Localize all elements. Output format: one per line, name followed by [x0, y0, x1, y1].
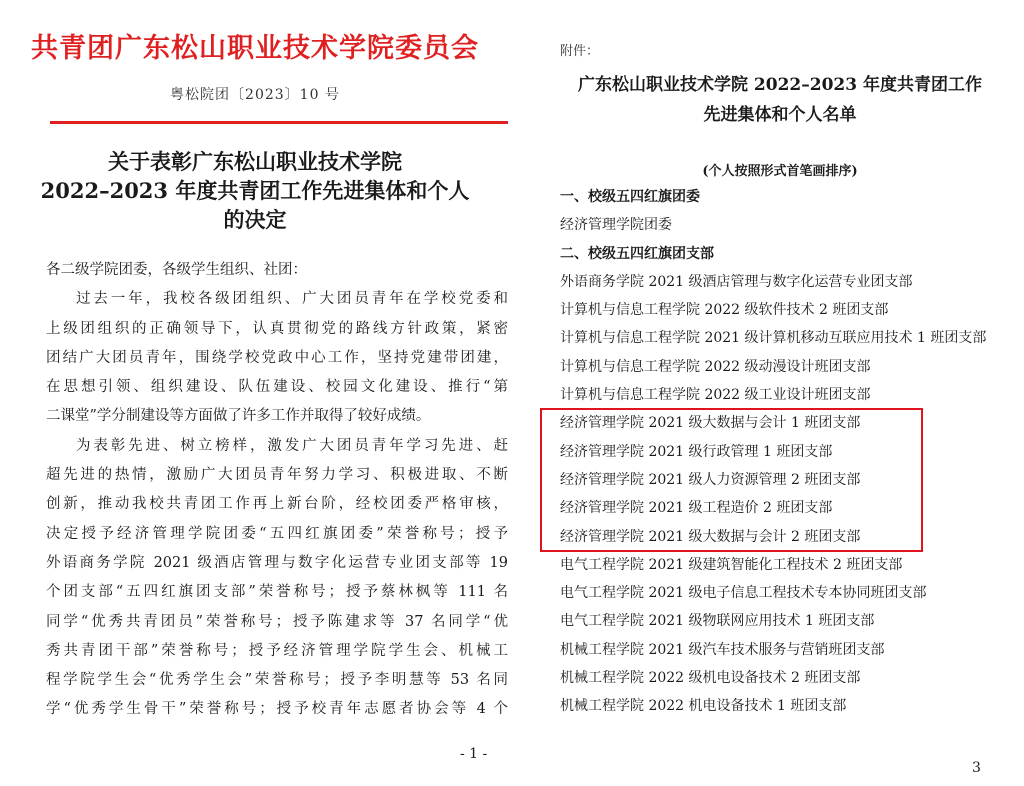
- list-item: 机械工程学院 2022 级机电设备技术 2 班团支部: [560, 670, 861, 687]
- body-line: 超先进的热情，激励广大团员青年努力学习、积极进取、不断: [46, 467, 508, 484]
- list-item: 外语商务学院 2021 级酒店管理与数字化运营专业团支部: [560, 273, 913, 290]
- list-item: 经济管理学院 2021 级大数据与会计 2 班团支部: [560, 528, 861, 545]
- list-item: 机械工程学院 2022 机电设备技术 1 班团支部: [560, 698, 847, 715]
- section-heading: 二、校级五四红旗团支部: [560, 245, 714, 262]
- red-divider: [50, 121, 508, 124]
- annex-label: 附件：: [560, 44, 600, 59]
- body-line: 决定授予经济管理学院团委“五四红旗团委”荣誉称号；授予: [46, 525, 508, 542]
- body-line: 在思想引领、组织建设、队伍建设、校园文化建设、推行“第: [46, 379, 508, 396]
- document-number: 粤松院团〔2023〕10 号: [170, 87, 340, 103]
- section-heading: 一、校级五四红旗团委: [560, 189, 700, 205]
- decision-title: [40, 147, 470, 234]
- right-annex-page: [540, 0, 1024, 786]
- body-line: 二课堂”学分制建设等方面做了许多工作并取得了较好成绩。: [46, 408, 431, 425]
- page-number: 3: [972, 760, 981, 776]
- annex-title-line: 先进集体和个人名单: [703, 105, 857, 125]
- body-line: 上级团组织的正确领导下，认真贯彻党的路线方针政策，紧密: [46, 320, 508, 337]
- red-highlight-box: [540, 408, 923, 552]
- body-line: 为表彰先进、树立榜样，激发广大团员青年学习先进、赶: [76, 437, 508, 454]
- body-line: 程学院学生会“优秀学生会”荣誉称号；授予李明慧等 53 名同: [46, 672, 508, 689]
- list-item: 机械工程学院 2021 级汽车技术服务与营销班团支部: [560, 641, 885, 658]
- annex-title: [550, 70, 1010, 130]
- list-item: 计算机与信息工程学院 2022 级工业设计班团支部: [560, 387, 871, 404]
- list-item: 电气工程学院 2021 级建筑智能化工程技术 2 班团支部: [560, 556, 903, 573]
- list-item: 经济管理学院 2021 级人力资源管理 2 班团支部: [560, 471, 861, 488]
- body-line: 创新，推动我校共青团工作再上新台阶，经校团委严格审核，: [46, 496, 508, 513]
- page-number: - 1 -: [460, 746, 488, 762]
- list-item: 计算机与信息工程学院 2022 级动漫设计班团支部: [560, 358, 871, 375]
- decision-title-line: 的决定: [223, 207, 287, 232]
- salutation: 各二级学院团委，各级学生组织、社团：: [46, 262, 307, 278]
- annex-title-line: 广东松山职业技术学院 2022–2023 年度共青团工作: [578, 75, 982, 95]
- sorting-note: (个人按照形式首笔画排序): [702, 164, 858, 179]
- decision-title-line: 关于表彰广东松山职业技术学院: [108, 149, 402, 174]
- body-line: 个团支部“五四红旗团支部”荣誉称号；授予蔡林枫等 111 名: [46, 584, 508, 601]
- decision-body: [46, 256, 508, 725]
- list-item: 电气工程学院 2021 级电子信息工程技术专本协同班团支部: [560, 585, 927, 602]
- body-line: 外语商务学院 2021 级酒店管理与数字化运营专业团支部等 19: [46, 554, 508, 571]
- list-item: 经济管理学院 2021 级工程造价 2 班团支部: [560, 500, 833, 517]
- body-line: 团结广大团员青年，围绕学校党政中心工作，坚持党建带团建，: [46, 349, 508, 366]
- body-line: 学“优秀学生骨干”荣誉称号；授予校青年志愿者协会等 4 个: [46, 701, 508, 718]
- org-title: 共青团广东松山职业技术学院委员会: [31, 33, 479, 64]
- list-item: 电气工程学院 2021 级物联网应用技术 1 班团支部: [560, 613, 875, 630]
- body-line: 过去一年，我校各级团组织、广大团员青年在学校党委和: [76, 291, 508, 308]
- list-item: 计算机与信息工程学院 2021 级计算机移动互联应用技术 1 班团支部: [560, 330, 987, 347]
- body-line: 秀共青团干部”荣誉称号；授予经济管理学院学生会、机械工: [46, 642, 508, 659]
- body-line: 同学“优秀共青团员”荣誉称号；授予陈建求等 37 名同学“优: [46, 613, 508, 630]
- list-item: 经济管理学院团委: [560, 217, 672, 234]
- decision-title-line: 2022–2023 年度共青团工作先进集体和个人: [40, 178, 470, 203]
- list-item: 计算机与信息工程学院 2022 级软件技术 2 班团支部: [560, 302, 889, 319]
- list-item: 经济管理学院 2021 级大数据与会计 1 班团支部: [560, 415, 861, 432]
- list-item: 经济管理学院 2021 级行政管理 1 班团支部: [560, 443, 833, 460]
